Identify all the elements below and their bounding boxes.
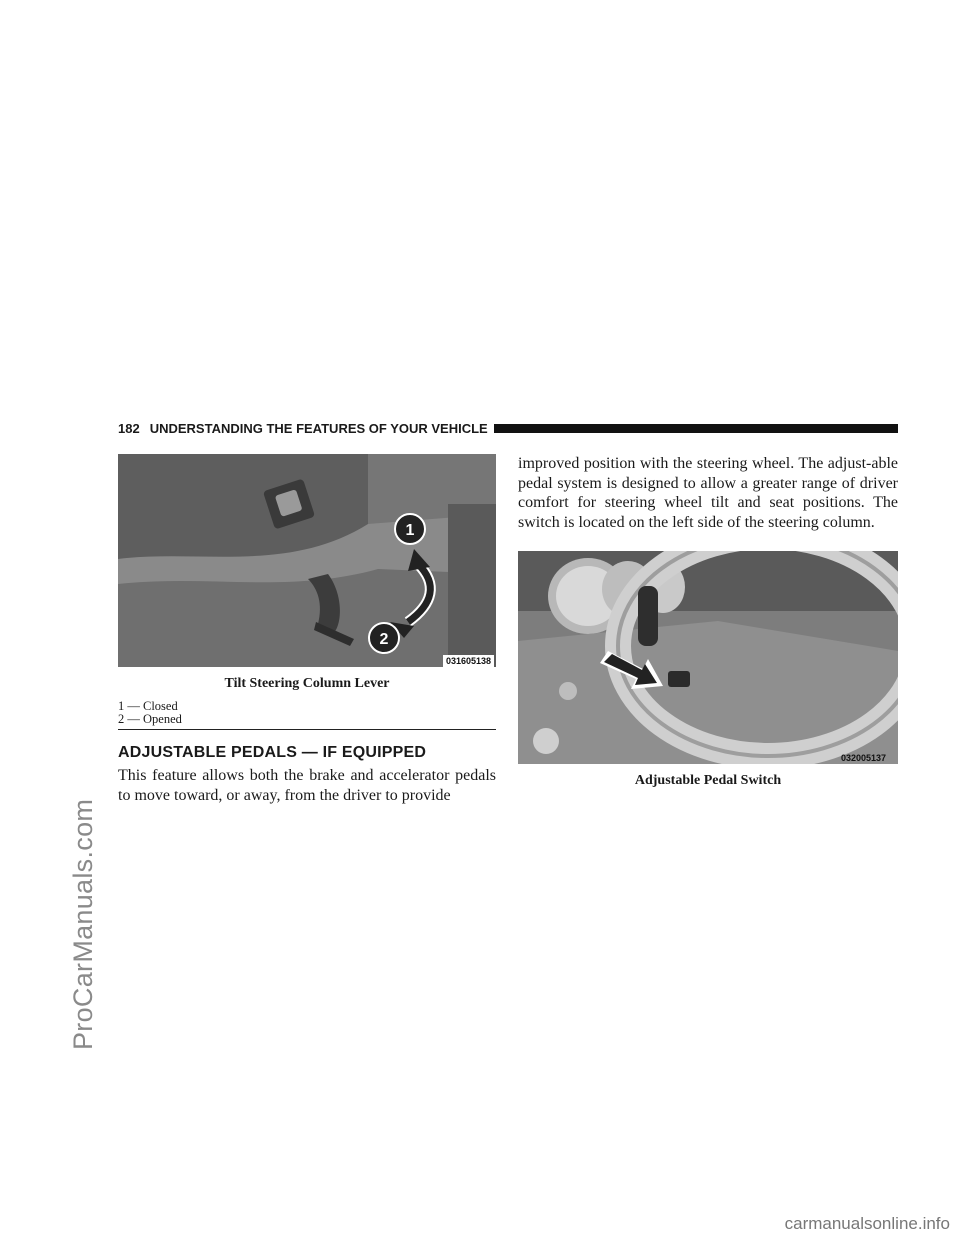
running-head xyxy=(118,418,898,438)
pedal-switch-illustration xyxy=(518,551,898,764)
section-heading: ADJUSTABLE PEDALS — IF EQUIPPED xyxy=(118,744,427,761)
legend-item: 1 — Closed xyxy=(118,699,178,713)
header-rule xyxy=(494,424,898,433)
legend-item: 2 — Opened xyxy=(118,712,182,726)
figure-caption: Tilt Steering Column Lever xyxy=(224,676,390,691)
tilt-lever-photo xyxy=(118,454,496,667)
tilt-lever-illustration xyxy=(118,454,496,667)
pedal-switch-photo xyxy=(518,551,898,764)
body-paragraph-right: improved position with the steering wheel. The adjust-able pedal system is designed to allow a greater range of driver comfort for steering wheel tilt and seat positions. The switch is located on the left side of the steering column. xyxy=(518,455,898,531)
footer-watermark: carmanualsonline.info xyxy=(784,1214,950,1233)
section-title: UNDERSTANDING THE FEATURES OF YOUR VEHICLE xyxy=(149,420,488,436)
figure-legend xyxy=(118,700,182,726)
callout-2: 2 xyxy=(379,631,389,648)
watermark: ProCarManuals.com xyxy=(68,798,98,1050)
body-paragraph-left: This feature allows both the brake and accelerator pedals to move toward, or away, from the driver to provide xyxy=(118,767,496,804)
page-number: 182 xyxy=(118,420,140,436)
figure-code: 032005137 xyxy=(841,753,887,763)
callout-1: 1 xyxy=(405,522,415,539)
figure-code: 031605138 xyxy=(443,655,494,667)
legend-rule xyxy=(118,729,496,730)
figure-caption: Adjustable Pedal Switch xyxy=(634,773,782,788)
